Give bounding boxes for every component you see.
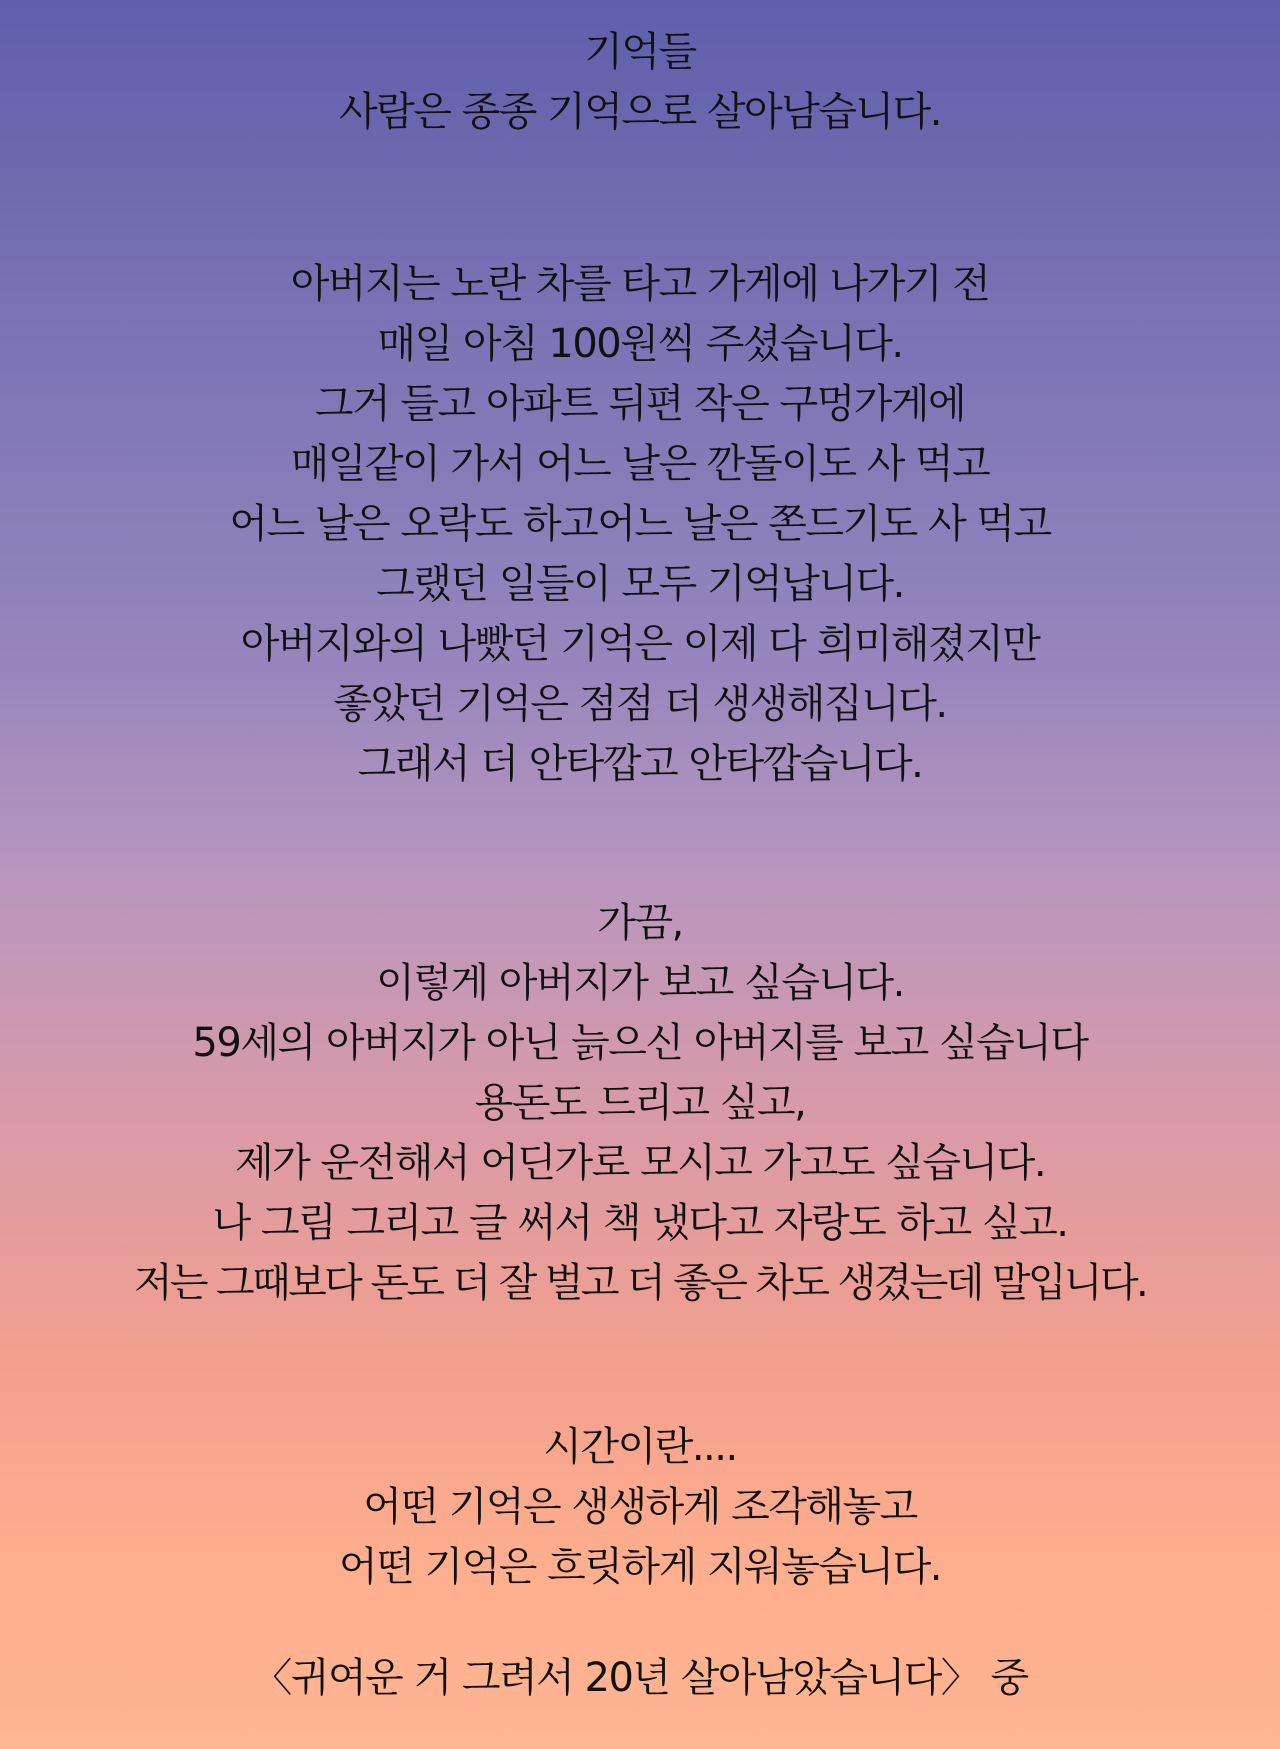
essay-title: 기억들 (584, 29, 696, 75)
text-line: 아버지와의 나빴던 기억은 이제 다 희미해졌지만 (240, 621, 1040, 667)
source-citation: 〈귀여운 거 그려서 20년 살아남았습니다〉 중 (252, 1655, 1028, 1701)
text-line: 59세의 아버지가 아닌 늙으신 아버지를 보고 싶습니다 (192, 1020, 1088, 1066)
text-line: 그랬던 일들이 모두 기억납니다. (376, 561, 904, 607)
text-line: 그거 들고 아파트 뒤편 작은 구멍가게에 (314, 381, 966, 427)
text-line: 가끔, (597, 900, 683, 946)
intro-section (0, 22, 1280, 142)
essay-subtitle: 사람은 종종 기억으로 살아남습니다. (339, 89, 941, 135)
father-memories-section (0, 254, 1280, 794)
text-line: 이렇게 아버지가 보고 싶습니다. (376, 960, 904, 1006)
text-line: 용돈도 드리고 싶고, (474, 1080, 806, 1126)
source-section (0, 1648, 1280, 1708)
text-line: 좋았던 기억은 점점 더 생생해집니다. (333, 681, 947, 727)
time-section (0, 1417, 1280, 1597)
text-line: 어느 날은 오락도 하고어느 날은 쫀드기도 사 먹고 (229, 501, 1051, 547)
text-line: 어떤 기억은 흐릿하게 지워놓습니다. (339, 1544, 941, 1590)
text-line: 아버지는 노란 차를 타고 가게에 나가기 전 (290, 261, 990, 307)
text-line: 시간이란.... (543, 1424, 737, 1470)
text-line: 나 그림 그리고 글 써서 책 냈다고 자랑도 하고 싶고. (212, 1200, 1068, 1246)
text-line: 제가 운전해서 어딘가로 모시고 가고도 싶습니다. (234, 1140, 1046, 1186)
text-line: 저는 그때보다 돈도 더 잘 벌고 더 좋은 차도 생겼는데 말입니다. (133, 1260, 1147, 1306)
text-line: 매일 아침 100원씩 주셨습니다. (377, 321, 903, 367)
text-line: 그래서 더 안타깝고 안타깝습니다. (357, 741, 923, 787)
longing-section (0, 893, 1280, 1313)
text-line: 어떤 기억은 생생하게 조각해놓고 (363, 1484, 917, 1530)
text-line: 매일같이 가서 어느 날은 깐돌이도 사 먹고 (290, 441, 990, 487)
